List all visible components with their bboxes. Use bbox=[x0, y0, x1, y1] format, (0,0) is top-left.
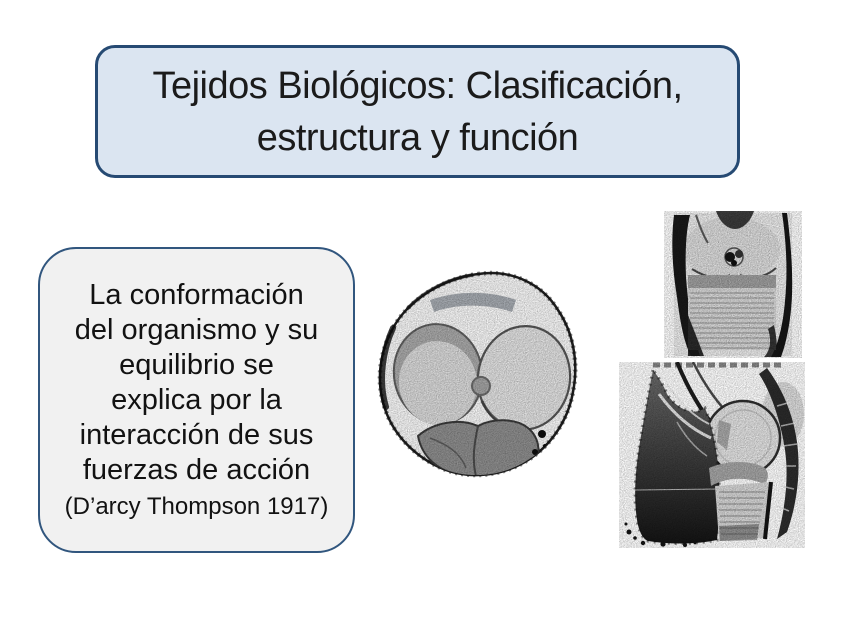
coronal-knee-mri-image bbox=[664, 211, 802, 358]
quote-line: equilibrio se bbox=[119, 348, 274, 381]
title-box bbox=[95, 45, 740, 178]
quote-box bbox=[38, 247, 355, 553]
quote-line: fuerzas de acción bbox=[82, 453, 311, 486]
sagittal-knee-mri-image bbox=[619, 362, 805, 548]
title-line-1: Tejidos Biológicos: Clasificación, bbox=[152, 64, 683, 107]
quote-line: interacción de sus bbox=[79, 418, 314, 451]
quote-line: explica por la bbox=[111, 383, 282, 416]
quote-line: La conformación bbox=[89, 278, 304, 311]
title-line-2: estructura y función bbox=[256, 116, 579, 159]
quote-attribution: (D’arcy Thompson 1917) bbox=[64, 492, 329, 520]
axial-knee-mri-image bbox=[374, 266, 589, 478]
quote-line: del organismo y su bbox=[74, 313, 319, 346]
